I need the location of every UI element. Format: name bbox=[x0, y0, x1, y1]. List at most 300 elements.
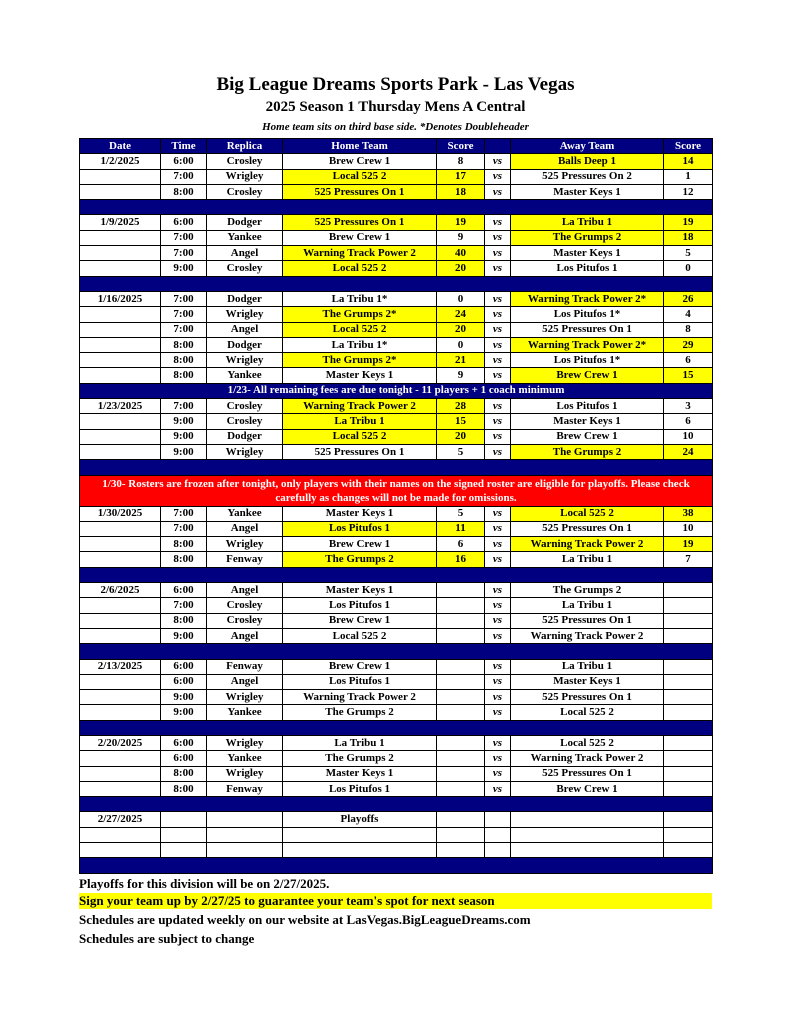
empty-cell bbox=[207, 827, 283, 842]
away-score: 8 bbox=[664, 322, 713, 337]
game-time: 9:00 bbox=[161, 628, 207, 643]
game-replica: Crosley bbox=[207, 613, 283, 628]
home-score bbox=[437, 781, 485, 796]
game-time: 7:00 bbox=[161, 506, 207, 521]
game-date bbox=[80, 521, 161, 536]
away-score: 29 bbox=[664, 337, 713, 352]
away-team: 525 Pressures On 1 bbox=[511, 613, 664, 628]
empty-cell bbox=[80, 843, 161, 858]
playoff-row bbox=[80, 812, 713, 827]
game-time: 6:00 bbox=[161, 583, 207, 598]
game-row bbox=[80, 246, 713, 261]
game-replica: Yankee bbox=[207, 230, 283, 245]
game-row bbox=[80, 429, 713, 444]
game-time: 7:00 bbox=[161, 322, 207, 337]
home-score: 5 bbox=[437, 506, 485, 521]
game-row bbox=[80, 322, 713, 337]
away-score: 4 bbox=[664, 307, 713, 322]
game-row bbox=[80, 261, 713, 276]
home-team: Warning Track Power 2 bbox=[283, 399, 437, 414]
playoffs-label: Playoffs bbox=[283, 812, 437, 827]
away-team: Brew Crew 1 bbox=[511, 781, 664, 796]
home-team: Brew Crew 1 bbox=[283, 659, 437, 674]
game-replica: Wrigley bbox=[207, 735, 283, 750]
game-time: 7:00 bbox=[161, 246, 207, 261]
col-date: Date bbox=[80, 139, 161, 154]
separator-cell bbox=[80, 200, 713, 215]
game-row bbox=[80, 583, 713, 598]
game-replica: Angel bbox=[207, 628, 283, 643]
home-team: 525 Pressures On 1 bbox=[283, 444, 437, 459]
schedule-table bbox=[79, 138, 713, 874]
col-vs bbox=[485, 139, 511, 154]
away-team: Balls Deep 1 bbox=[511, 154, 664, 169]
roster-alert-text: 1/30- Rosters are frozen after tonight, only players with their names on the signed roster are eligible for playoffs. Please check carefully as changes will not be made for omissions. bbox=[80, 475, 713, 506]
empty-cell bbox=[664, 812, 713, 827]
game-replica: Yankee bbox=[207, 705, 283, 720]
notice-row bbox=[80, 383, 713, 398]
game-row bbox=[80, 230, 713, 245]
vs-label: vs bbox=[485, 659, 511, 674]
game-time: 9:00 bbox=[161, 429, 207, 444]
away-team: The Grumps 2 bbox=[511, 583, 664, 598]
vs-label: vs bbox=[485, 261, 511, 276]
separator-cell bbox=[80, 644, 713, 659]
game-replica: Crosley bbox=[207, 184, 283, 199]
game-date bbox=[80, 429, 161, 444]
game-row bbox=[80, 781, 713, 796]
game-row bbox=[80, 766, 713, 781]
away-score bbox=[664, 659, 713, 674]
empty-cell bbox=[511, 843, 664, 858]
home-score: 24 bbox=[437, 307, 485, 322]
section-separator bbox=[80, 276, 713, 291]
game-replica: Crosley bbox=[207, 154, 283, 169]
away-score: 18 bbox=[664, 230, 713, 245]
game-time: 6:00 bbox=[161, 674, 207, 689]
away-score: 19 bbox=[664, 215, 713, 230]
game-replica: Dodger bbox=[207, 215, 283, 230]
game-date bbox=[80, 337, 161, 352]
home-team: Los Pitufos 1 bbox=[283, 521, 437, 536]
game-row bbox=[80, 307, 713, 322]
game-replica: Fenway bbox=[207, 781, 283, 796]
game-date bbox=[80, 368, 161, 383]
col-home-score: Score bbox=[437, 139, 485, 154]
home-score: 40 bbox=[437, 246, 485, 261]
footer-disclaimer: Schedules are subject to change bbox=[79, 931, 255, 946]
game-replica: Wrigley bbox=[207, 169, 283, 184]
game-date bbox=[80, 766, 161, 781]
away-team: Warning Track Power 2 bbox=[511, 628, 664, 643]
empty-cell bbox=[283, 827, 437, 842]
empty-cell bbox=[485, 843, 511, 858]
game-row bbox=[80, 537, 713, 552]
vs-label: vs bbox=[485, 337, 511, 352]
game-time: 6:00 bbox=[161, 215, 207, 230]
vs-label: vs bbox=[485, 322, 511, 337]
away-team: Brew Crew 1 bbox=[511, 429, 664, 444]
away-score bbox=[664, 613, 713, 628]
game-date: 1/9/2025 bbox=[80, 215, 161, 230]
section-separator bbox=[80, 567, 713, 582]
game-date: 1/16/2025 bbox=[80, 291, 161, 306]
game-replica: Crosley bbox=[207, 261, 283, 276]
game-row bbox=[80, 598, 713, 613]
vs-label: vs bbox=[485, 444, 511, 459]
away-team: 525 Pressures On 1 bbox=[511, 690, 664, 705]
game-time: 8:00 bbox=[161, 781, 207, 796]
home-team: Master Keys 1 bbox=[283, 506, 437, 521]
away-team: Warning Track Power 2 bbox=[511, 537, 664, 552]
empty-cell bbox=[511, 827, 664, 842]
game-time: 9:00 bbox=[161, 705, 207, 720]
empty-cell bbox=[485, 812, 511, 827]
game-date bbox=[80, 751, 161, 766]
home-team: Los Pitufos 1 bbox=[283, 674, 437, 689]
home-team: Master Keys 1 bbox=[283, 368, 437, 383]
home-score bbox=[437, 690, 485, 705]
game-replica: Yankee bbox=[207, 751, 283, 766]
away-score: 10 bbox=[664, 429, 713, 444]
game-replica: Wrigley bbox=[207, 537, 283, 552]
away-score: 14 bbox=[664, 154, 713, 169]
game-time bbox=[161, 812, 207, 827]
col-home-team: Home Team bbox=[283, 139, 437, 154]
game-time: 9:00 bbox=[161, 261, 207, 276]
away-team: Master Keys 1 bbox=[511, 674, 664, 689]
game-replica: Wrigley bbox=[207, 307, 283, 322]
vs-label: vs bbox=[485, 429, 511, 444]
section-separator bbox=[80, 460, 713, 475]
game-row bbox=[80, 184, 713, 199]
game-date bbox=[80, 353, 161, 368]
game-date bbox=[80, 184, 161, 199]
away-team: Brew Crew 1 bbox=[511, 368, 664, 383]
away-score bbox=[664, 751, 713, 766]
game-row bbox=[80, 659, 713, 674]
game-date: 2/6/2025 bbox=[80, 583, 161, 598]
away-team: 525 Pressures On 1 bbox=[511, 766, 664, 781]
footer-website: Schedules are updated weekly on our website at LasVegas.BigLeagueDreams.com bbox=[79, 912, 531, 927]
home-team: Local 525 2 bbox=[283, 628, 437, 643]
home-score: 20 bbox=[437, 429, 485, 444]
game-time: 7:00 bbox=[161, 521, 207, 536]
away-score: 3 bbox=[664, 399, 713, 414]
away-team: 525 Pressures On 1 bbox=[511, 521, 664, 536]
empty-cell bbox=[664, 827, 713, 842]
home-score bbox=[437, 735, 485, 750]
game-time: 8:00 bbox=[161, 613, 207, 628]
game-date bbox=[80, 613, 161, 628]
vs-label: vs bbox=[485, 781, 511, 796]
vs-label: vs bbox=[485, 353, 511, 368]
home-team: La Tribu 1* bbox=[283, 337, 437, 352]
vs-label: vs bbox=[485, 368, 511, 383]
home-team: La Tribu 1 bbox=[283, 414, 437, 429]
away-team: Los Pitufos 1 bbox=[511, 399, 664, 414]
game-row bbox=[80, 690, 713, 705]
game-time: 8:00 bbox=[161, 353, 207, 368]
vs-label: vs bbox=[485, 690, 511, 705]
game-time: 7:00 bbox=[161, 291, 207, 306]
game-date bbox=[80, 705, 161, 720]
game-date bbox=[80, 781, 161, 796]
game-time: 7:00 bbox=[161, 399, 207, 414]
home-team: Brew Crew 1 bbox=[283, 154, 437, 169]
game-replica: Yankee bbox=[207, 368, 283, 383]
game-replica: Dodger bbox=[207, 337, 283, 352]
page-title: Big League Dreams Sports Park - Las Vegas bbox=[216, 74, 575, 95]
game-row bbox=[80, 291, 713, 306]
away-team: 525 Pressures On 2 bbox=[511, 169, 664, 184]
vs-label: vs bbox=[485, 246, 511, 261]
vs-label: vs bbox=[485, 628, 511, 643]
away-team: La Tribu 1 bbox=[511, 659, 664, 674]
game-date: 1/30/2025 bbox=[80, 506, 161, 521]
vs-label: vs bbox=[485, 521, 511, 536]
vs-label: vs bbox=[485, 598, 511, 613]
game-time: 7:00 bbox=[161, 307, 207, 322]
game-time: 9:00 bbox=[161, 414, 207, 429]
game-replica: Crosley bbox=[207, 598, 283, 613]
vs-label: vs bbox=[485, 751, 511, 766]
game-time: 6:00 bbox=[161, 751, 207, 766]
away-score bbox=[664, 781, 713, 796]
game-date: 2/20/2025 bbox=[80, 735, 161, 750]
home-score bbox=[437, 766, 485, 781]
game-row bbox=[80, 628, 713, 643]
home-score bbox=[437, 613, 485, 628]
vs-label: vs bbox=[485, 399, 511, 414]
home-score: 20 bbox=[437, 322, 485, 337]
game-time: 9:00 bbox=[161, 690, 207, 705]
game-replica: Wrigley bbox=[207, 444, 283, 459]
game-row bbox=[80, 368, 713, 383]
away-score bbox=[664, 735, 713, 750]
game-row bbox=[80, 399, 713, 414]
col-replica: Replica bbox=[207, 139, 283, 154]
vs-label: vs bbox=[485, 506, 511, 521]
empty-cell bbox=[283, 843, 437, 858]
away-score bbox=[664, 598, 713, 613]
home-team: Brew Crew 1 bbox=[283, 230, 437, 245]
home-team: Warning Track Power 2 bbox=[283, 690, 437, 705]
empty-cell bbox=[511, 812, 664, 827]
game-date bbox=[80, 322, 161, 337]
home-score bbox=[437, 751, 485, 766]
game-time: 7:00 bbox=[161, 169, 207, 184]
game-row bbox=[80, 521, 713, 536]
empty-cell bbox=[437, 827, 485, 842]
away-score: 7 bbox=[664, 552, 713, 567]
game-date: 1/2/2025 bbox=[80, 154, 161, 169]
home-score: 9 bbox=[437, 230, 485, 245]
home-team: Local 525 2 bbox=[283, 261, 437, 276]
home-score: 6 bbox=[437, 537, 485, 552]
game-replica: Crosley bbox=[207, 414, 283, 429]
home-team: Local 525 2 bbox=[283, 169, 437, 184]
vs-label: vs bbox=[485, 705, 511, 720]
home-team: The Grumps 2 bbox=[283, 552, 437, 567]
separator-cell bbox=[80, 858, 713, 873]
schedule-note: Home team sits on third base side. *Denotes Doubleheader bbox=[262, 121, 529, 133]
game-date bbox=[80, 307, 161, 322]
vs-label: vs bbox=[485, 766, 511, 781]
game-time: 8:00 bbox=[161, 368, 207, 383]
game-row bbox=[80, 506, 713, 521]
game-row bbox=[80, 705, 713, 720]
home-team: Master Keys 1 bbox=[283, 583, 437, 598]
away-team: Warning Track Power 2* bbox=[511, 291, 664, 306]
home-team: Local 525 2 bbox=[283, 322, 437, 337]
empty-cell bbox=[80, 827, 161, 842]
away-score: 38 bbox=[664, 506, 713, 521]
game-replica: Dodger bbox=[207, 291, 283, 306]
vs-label: vs bbox=[485, 154, 511, 169]
home-score: 0 bbox=[437, 291, 485, 306]
away-team: Master Keys 1 bbox=[511, 184, 664, 199]
game-time: 6:00 bbox=[161, 659, 207, 674]
home-score bbox=[437, 628, 485, 643]
home-team: 525 Pressures On 1 bbox=[283, 215, 437, 230]
home-score: 15 bbox=[437, 414, 485, 429]
vs-label: vs bbox=[485, 291, 511, 306]
game-replica: Angel bbox=[207, 246, 283, 261]
game-date bbox=[80, 414, 161, 429]
away-team: Los Pitufos 1* bbox=[511, 353, 664, 368]
away-score: 19 bbox=[664, 537, 713, 552]
separator-cell bbox=[80, 276, 713, 291]
game-date bbox=[80, 552, 161, 567]
game-replica: Dodger bbox=[207, 429, 283, 444]
game-replica: Fenway bbox=[207, 659, 283, 674]
home-score: 9 bbox=[437, 368, 485, 383]
away-team: Warning Track Power 2 bbox=[511, 751, 664, 766]
home-team: 525 Pressures On 1 bbox=[283, 184, 437, 199]
empty-cell bbox=[664, 843, 713, 858]
home-score: 19 bbox=[437, 215, 485, 230]
away-score bbox=[664, 674, 713, 689]
away-score: 1 bbox=[664, 169, 713, 184]
vs-label: vs bbox=[485, 583, 511, 598]
away-score bbox=[664, 705, 713, 720]
home-team: The Grumps 2* bbox=[283, 353, 437, 368]
home-score: 21 bbox=[437, 353, 485, 368]
separator-cell bbox=[80, 797, 713, 812]
section-separator bbox=[80, 858, 713, 873]
game-row bbox=[80, 751, 713, 766]
away-score bbox=[664, 583, 713, 598]
away-team: Local 525 2 bbox=[511, 735, 664, 750]
game-time: 8:00 bbox=[161, 766, 207, 781]
home-team: La Tribu 1* bbox=[283, 291, 437, 306]
empty-cell bbox=[161, 843, 207, 858]
away-score: 24 bbox=[664, 444, 713, 459]
game-date bbox=[80, 628, 161, 643]
vs-label: vs bbox=[485, 169, 511, 184]
away-score: 5 bbox=[664, 246, 713, 261]
empty-cell bbox=[437, 843, 485, 858]
vs-label: vs bbox=[485, 230, 511, 245]
home-score: 28 bbox=[437, 399, 485, 414]
away-team: 525 Pressures On 1 bbox=[511, 322, 664, 337]
game-replica: Wrigley bbox=[207, 766, 283, 781]
game-row bbox=[80, 337, 713, 352]
section-separator bbox=[80, 200, 713, 215]
home-score: 20 bbox=[437, 261, 485, 276]
home-score bbox=[437, 659, 485, 674]
home-score: 17 bbox=[437, 169, 485, 184]
game-date bbox=[80, 444, 161, 459]
home-score bbox=[437, 674, 485, 689]
game-date bbox=[80, 674, 161, 689]
section-separator bbox=[80, 797, 713, 812]
separator-cell bbox=[80, 720, 713, 735]
away-score: 6 bbox=[664, 414, 713, 429]
game-date bbox=[80, 169, 161, 184]
away-score: 15 bbox=[664, 368, 713, 383]
vs-label: vs bbox=[485, 537, 511, 552]
game-time: 7:00 bbox=[161, 230, 207, 245]
game-row bbox=[80, 169, 713, 184]
game-date: 2/27/2025 bbox=[80, 812, 161, 827]
game-date: 2/13/2025 bbox=[80, 659, 161, 674]
away-team: The Grumps 2 bbox=[511, 230, 664, 245]
home-team: The Grumps 2 bbox=[283, 705, 437, 720]
vs-label: vs bbox=[485, 184, 511, 199]
blank-row bbox=[80, 827, 713, 842]
game-row bbox=[80, 154, 713, 169]
game-date bbox=[80, 690, 161, 705]
away-score: 10 bbox=[664, 521, 713, 536]
home-score: 5 bbox=[437, 444, 485, 459]
home-score: 11 bbox=[437, 521, 485, 536]
empty-cell bbox=[207, 843, 283, 858]
empty-cell bbox=[161, 827, 207, 842]
home-team: Master Keys 1 bbox=[283, 766, 437, 781]
away-team: La Tribu 1 bbox=[511, 215, 664, 230]
home-score: 0 bbox=[437, 337, 485, 352]
notice-text: 1/23- All remaining fees are due tonight - 11 players + 1 coach minimum bbox=[80, 383, 713, 398]
vs-label: vs bbox=[485, 674, 511, 689]
away-score: 12 bbox=[664, 184, 713, 199]
game-row bbox=[80, 444, 713, 459]
away-team: La Tribu 1 bbox=[511, 552, 664, 567]
game-time: 6:00 bbox=[161, 154, 207, 169]
away-score bbox=[664, 690, 713, 705]
home-team: The Grumps 2 bbox=[283, 751, 437, 766]
roster-alert-row bbox=[80, 475, 713, 506]
col-away-score: Score bbox=[664, 139, 713, 154]
away-score: 6 bbox=[664, 353, 713, 368]
home-score bbox=[437, 705, 485, 720]
vs-label: vs bbox=[485, 552, 511, 567]
game-replica: Angel bbox=[207, 674, 283, 689]
vs-label: vs bbox=[485, 613, 511, 628]
blank-row bbox=[80, 843, 713, 858]
separator-cell bbox=[80, 460, 713, 475]
game-replica: Fenway bbox=[207, 552, 283, 567]
game-row bbox=[80, 674, 713, 689]
away-team: Los Pitufos 1* bbox=[511, 307, 664, 322]
home-score: 18 bbox=[437, 184, 485, 199]
game-row bbox=[80, 613, 713, 628]
game-time: 8:00 bbox=[161, 184, 207, 199]
home-team: The Grumps 2* bbox=[283, 307, 437, 322]
away-score: 0 bbox=[664, 261, 713, 276]
game-date: 1/23/2025 bbox=[80, 399, 161, 414]
